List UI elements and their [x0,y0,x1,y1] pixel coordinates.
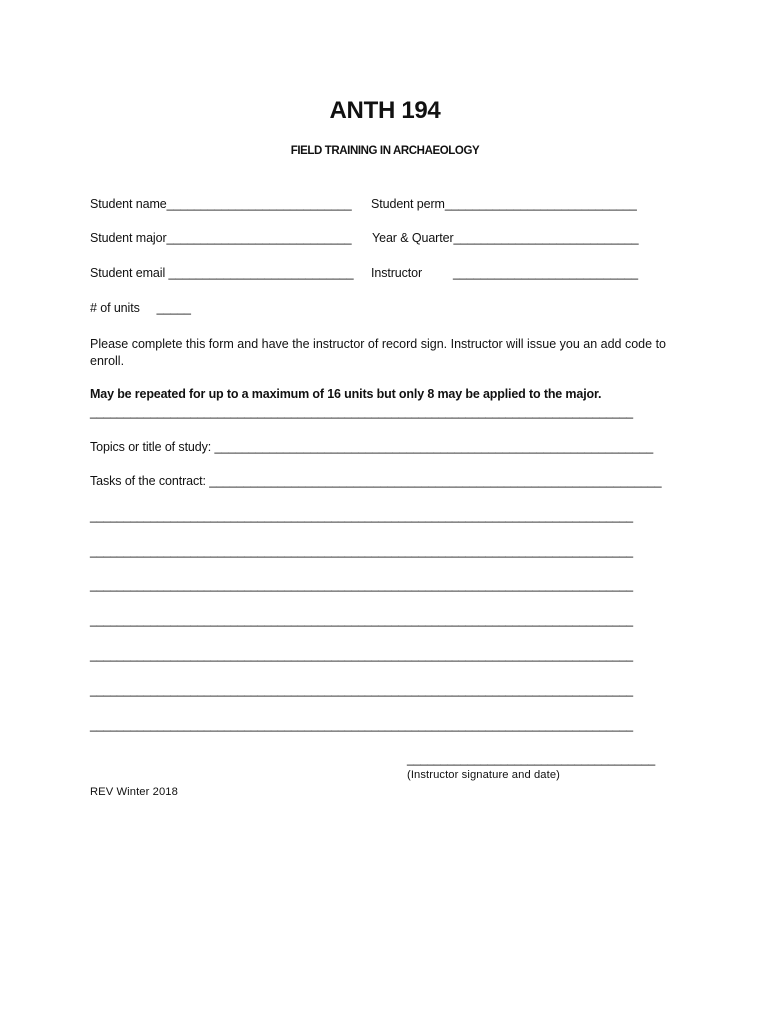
revision-label: REV Winter 2018 [90,786,178,798]
blank-line[interactable]: _________________________________________________________________________________ [90,718,633,732]
student-email-field[interactable]: Student email ___________________________ [90,266,354,280]
signature-caption: (Instructor signature and date) [407,769,560,781]
signature-line[interactable]: _____________________________________ [407,752,655,766]
units-field[interactable]: # of units _____ [90,301,191,315]
blank-line[interactable]: _________________________________________________________________________________ [90,544,633,558]
form-subtitle: FIELD TRAINING IN ARCHAEOLOGY [290,145,480,157]
student-major-field[interactable]: Student major___________________________ [90,231,352,245]
year-quarter-field[interactable]: Year & Quarter___________________________ [372,231,639,245]
form-title: ANTH 194 [329,97,441,124]
instructions-text: Please complete this form and have the instructor of record sign. Instructor will issue you an add code to enroll. [90,337,666,368]
blank-line[interactable]: _________________________________________________________________________________ [90,578,633,592]
blank-line[interactable]: _________________________________________________________________________________ [90,648,633,662]
tasks-field[interactable]: Tasks of the contract: __________________________________________________________________ [90,474,662,488]
instructor-field[interactable]: ___________________________ [453,266,639,280]
blank-line[interactable]: _________________________________________________________________________________ [90,613,633,627]
topics-field[interactable]: Topics or title of study: ________________________________________________________________ [90,440,654,454]
instructor-label: Instructor [371,266,423,280]
student-perm-field[interactable]: Student perm____________________________ [371,197,637,211]
divider-line: _________________________________________________________________________________ [90,405,633,419]
repeat-note: May be repeated for up to a maximum of 16 units but only 8 may be applied to the major. [90,387,602,401]
student-name-field[interactable]: Student name___________________________ [90,197,352,211]
blank-line[interactable]: _________________________________________________________________________________ [90,683,633,697]
blank-line[interactable]: _________________________________________________________________________________ [90,509,633,523]
